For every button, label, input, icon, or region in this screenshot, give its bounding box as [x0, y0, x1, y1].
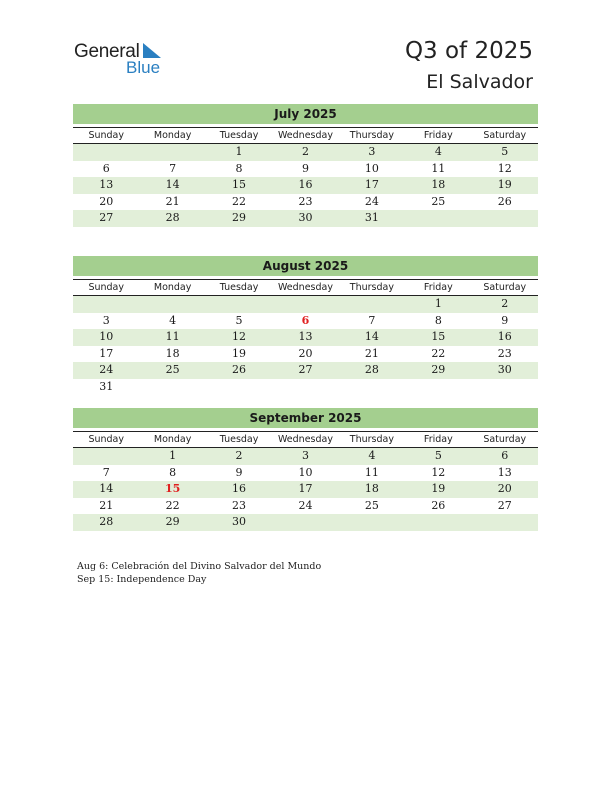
empty-day-cell	[339, 379, 405, 396]
day-cell: 15	[232, 178, 247, 191]
holiday-notes	[77, 560, 321, 586]
day-cell: 23	[232, 498, 247, 512]
day-cell: 21	[364, 346, 379, 360]
week-row	[73, 161, 538, 178]
week-row	[73, 296, 538, 313]
empty-day-cell	[405, 210, 471, 227]
week-row	[73, 144, 538, 161]
day-cell: 28	[364, 363, 379, 376]
day-cell: 18	[431, 178, 446, 191]
week-row	[73, 481, 538, 498]
weekday-label: Friday	[423, 282, 453, 293]
day-cell: 8	[235, 161, 243, 175]
day-cell: 12	[497, 161, 512, 175]
weekday-label: Friday	[423, 130, 453, 141]
day-cell: 25	[364, 498, 379, 512]
month-july	[73, 104, 538, 227]
weekday-header-row	[73, 431, 538, 448]
day-cell: 13	[99, 178, 114, 191]
day-cell: 3	[301, 449, 309, 462]
empty-day-cell	[405, 379, 471, 396]
day-cell: 5	[235, 313, 243, 327]
weekday-label: Wednesday	[277, 130, 333, 141]
day-cell: 22	[232, 194, 247, 208]
empty-day-cell	[472, 210, 538, 227]
note-item: Sep 15: Independence Day	[77, 574, 207, 585]
day-cell: 5	[434, 449, 442, 462]
day-cell: 9	[235, 465, 243, 479]
day-cell: 25	[165, 363, 180, 376]
week-row	[73, 514, 538, 531]
day-cell: 19	[232, 346, 247, 360]
day-cell: 31	[364, 211, 379, 224]
day-cell: 21	[99, 498, 114, 512]
day-cell: 30	[497, 363, 512, 376]
day-cell: 19	[497, 178, 512, 191]
day-cell: 4	[368, 449, 376, 462]
weekday-label: Thursday	[349, 434, 394, 445]
weekday-header-row	[73, 279, 538, 296]
day-cell: 27	[497, 498, 512, 512]
day-cell: 1	[169, 449, 177, 462]
page-title: Q3 of 2025	[404, 38, 533, 64]
week-row	[73, 465, 538, 482]
day-cell: 1	[235, 145, 243, 158]
empty-day-cell	[73, 448, 139, 465]
day-cell: 18	[165, 346, 180, 360]
brand-blue-text: Blue	[126, 58, 161, 77]
day-cell: 22	[165, 498, 180, 512]
day-cell: 23	[497, 346, 512, 360]
day-cell: 9	[501, 313, 509, 327]
empty-day-cell	[73, 296, 139, 313]
weekday-label: Monday	[153, 282, 192, 293]
week-row	[73, 177, 538, 194]
month-title: September 2025	[73, 408, 538, 428]
day-cell: 16	[232, 482, 247, 495]
day-cell: 12	[232, 330, 247, 343]
day-cell: 20	[497, 482, 512, 495]
empty-day-cell	[139, 296, 205, 313]
weekday-label: Saturday	[483, 130, 527, 141]
weekday-label: Saturday	[483, 434, 527, 445]
day-cell: 14	[99, 482, 114, 495]
month-september	[73, 408, 538, 531]
day-cell: 3	[102, 313, 110, 327]
day-cell: 30	[298, 211, 313, 224]
day-cell: 28	[99, 515, 114, 528]
week-row	[73, 346, 538, 363]
empty-day-cell	[139, 144, 205, 161]
week-row	[73, 313, 538, 330]
day-cell: 6	[501, 449, 509, 462]
day-cell: 11	[165, 330, 180, 343]
day-cell: 21	[165, 194, 180, 208]
day-cell: 27	[99, 211, 114, 224]
week-row	[73, 448, 538, 465]
empty-day-cell	[206, 296, 272, 313]
empty-day-cell	[472, 514, 538, 531]
page-subtitle: El Salvador	[426, 71, 533, 93]
weekday-label: Thursday	[349, 282, 394, 293]
week-row	[73, 210, 538, 227]
month-august	[73, 256, 538, 395]
day-cell: 11	[431, 161, 446, 175]
week-row	[73, 194, 538, 211]
day-cell: 11	[364, 465, 379, 479]
empty-day-cell	[73, 144, 139, 161]
day-cell: 13	[497, 465, 512, 479]
day-cell: 9	[301, 161, 309, 175]
weekday-label: Tuesday	[219, 282, 259, 293]
day-cell: 12	[431, 465, 446, 479]
weekday-label: Saturday	[483, 282, 527, 293]
week-row	[73, 498, 538, 515]
weekday-label: Sunday	[88, 434, 124, 445]
weekday-label: Tuesday	[219, 434, 259, 445]
weekday-label: Sunday	[88, 282, 124, 293]
weekday-label: Friday	[423, 434, 453, 445]
day-cell: 22	[431, 346, 446, 360]
month-title: August 2025	[73, 256, 538, 276]
day-cell: 2	[235, 449, 243, 462]
day-cell: 7	[169, 161, 177, 175]
day-cell: 29	[431, 363, 446, 376]
empty-day-cell	[139, 379, 205, 396]
day-cell: 24	[298, 498, 313, 512]
month-title: July 2025	[73, 104, 538, 124]
empty-day-cell	[339, 296, 405, 313]
day-cell: 20	[99, 194, 114, 208]
day-cell: 24	[364, 194, 379, 208]
day-cell: 8	[434, 313, 442, 327]
weekday-label: Wednesday	[277, 282, 333, 293]
brand-logo	[74, 41, 174, 81]
day-cell: 2	[501, 297, 509, 310]
day-cell: 1	[434, 297, 442, 310]
day-cell: 29	[232, 211, 247, 224]
day-cell: 16	[497, 330, 512, 343]
day-cell: 13	[298, 330, 313, 343]
day-cell: 4	[169, 313, 177, 327]
day-cell: 18	[364, 482, 379, 495]
day-cell: 7	[368, 313, 376, 327]
weekday-label: Monday	[153, 130, 192, 141]
empty-day-cell	[272, 296, 338, 313]
day-cell: 19	[431, 482, 446, 495]
day-cell: 3	[368, 145, 376, 158]
note-item: Aug 6: Celebración del Divino Salvador del Mundo	[77, 561, 322, 572]
day-cell: 26	[497, 194, 512, 208]
day-cell: 7	[102, 465, 110, 479]
day-cell: 23	[298, 194, 313, 208]
empty-day-cell	[272, 379, 338, 396]
day-cell: 4	[434, 145, 442, 158]
day-cell: 6	[301, 313, 310, 327]
empty-day-cell	[272, 514, 338, 531]
day-cell: 8	[169, 465, 177, 479]
day-cell: 29	[165, 515, 180, 528]
day-cell: 6	[102, 161, 110, 175]
day-cell: 25	[431, 194, 446, 208]
day-cell: 15	[431, 330, 446, 343]
day-cell: 28	[165, 211, 180, 224]
day-cell: 14	[165, 178, 180, 191]
weekday-label: Monday	[153, 434, 192, 445]
day-cell: 16	[298, 178, 313, 191]
day-cell: 24	[99, 363, 114, 376]
empty-day-cell	[339, 514, 405, 531]
day-cell: 14	[364, 330, 379, 343]
weekday-header-row	[73, 127, 538, 144]
day-cell: 26	[431, 498, 446, 512]
day-cell: 15	[164, 482, 181, 495]
weekday-label: Sunday	[88, 130, 124, 141]
day-cell: 30	[232, 515, 247, 528]
empty-day-cell	[405, 514, 471, 531]
empty-day-cell	[472, 379, 538, 396]
week-row	[73, 329, 538, 346]
day-cell: 17	[99, 346, 114, 360]
weekday-label: Thursday	[349, 130, 394, 141]
day-cell: 31	[99, 379, 114, 393]
day-cell: 2	[301, 145, 309, 158]
week-row	[73, 362, 538, 379]
weekday-label: Wednesday	[277, 434, 333, 445]
day-cell: 10	[99, 330, 114, 343]
empty-day-cell	[206, 379, 272, 396]
day-cell: 17	[298, 482, 313, 495]
weekday-label: Tuesday	[219, 130, 259, 141]
brand-general-text: General	[74, 41, 140, 62]
day-cell: 10	[298, 465, 313, 479]
day-cell: 17	[364, 178, 379, 191]
day-cell: 27	[298, 363, 313, 376]
day-cell: 10	[364, 161, 379, 175]
day-cell: 26	[232, 363, 247, 376]
day-cell: 20	[298, 346, 313, 360]
day-cell: 5	[501, 145, 509, 158]
week-row	[73, 379, 538, 396]
